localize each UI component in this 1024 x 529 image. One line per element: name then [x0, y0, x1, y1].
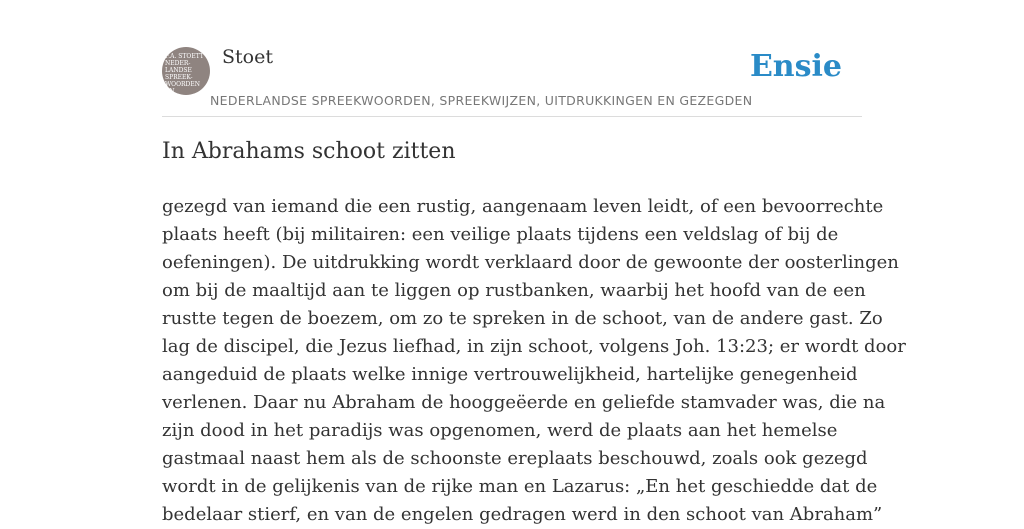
brand-logo[interactable]: Ensie [749, 49, 842, 84]
entry-header [162, 0, 862, 117]
definition-line: bedelaar stierf, en van de engelen gedragen werd in den schoot van Abraham” [162, 504, 883, 525]
definition-line: lag de discipel, die Jezus liefhad, in zijn schoot, volgens Joh. 13:23; er wordt door [162, 336, 906, 357]
source-author[interactable]: Stoet [222, 46, 273, 68]
definition-line: aangeduid de plaats welke innige vertrouwelijkheid, hartelijke genegenheid [162, 364, 858, 385]
entry-card [162, 0, 906, 525]
definition-line: gastmaal naast hem als de schoonste ereplaats beschouwd, zoals ook gezegd [162, 448, 868, 469]
entry-title: In Abrahams schoot zitten [162, 139, 456, 164]
definition-line: plaats heeft (bij militairen: een veilige plaats tijdens een veldslag of bij de [162, 224, 839, 245]
definition-line: oefeningen). De uitdrukking wordt verklaard door de gewoonte der oosterlingen [162, 252, 899, 273]
definition-line: rustte tegen de boezem, om zo te spreken in de schoot, van de andere gast. Zo [162, 308, 883, 329]
definition-line: om bij de maaltijd aan te liggen op rustbanken, waarbij het hoofd van de een [162, 280, 866, 301]
definition-line: gezegd van iemand die een rustig, aangenaam leven leidt, of een bevoorrechte [162, 196, 884, 217]
source-avatar-text: F.A. STOETT NEDER- LANDSE SPREEK- WOORDEN EN GEZEGDEN [165, 53, 204, 102]
definition-line: zijn dood in het paradijs was opgenomen, werd de plaats aan het hemelse [162, 420, 838, 441]
definition-line: verlenen. Daar nu Abraham de hooggeëerde en geliefde stamvader was, die na [162, 392, 886, 413]
entry-definition [162, 193, 906, 529]
definition-line: wordt in de gelijkenis van de rijke man en Lazarus: „En het geschiedde dat de [162, 476, 878, 497]
source-avatar[interactable] [162, 47, 210, 102]
source-subtitle: NEDERLANDSE SPREEKWOORDEN, SPREEKWIJZEN, UITDRUKKINGEN EN GEZEGDEN [210, 93, 753, 108]
